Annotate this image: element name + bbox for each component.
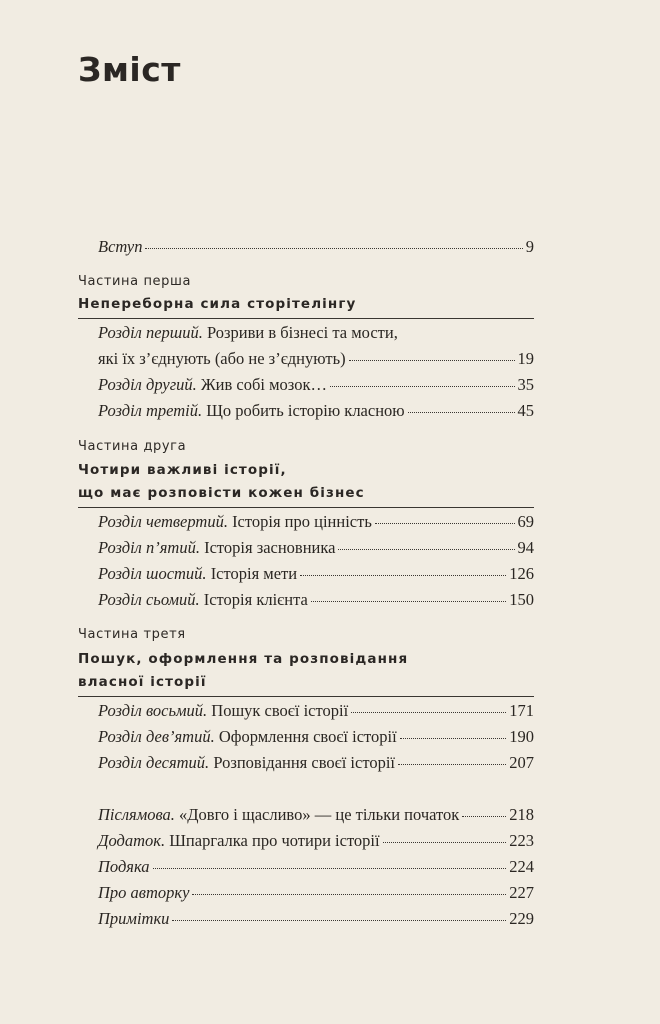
toc-entry-chapter-5[interactable] — [98, 538, 534, 558]
toc-entry-chapter-8[interactable] — [98, 701, 534, 721]
page-number: 45 — [517, 401, 534, 420]
toc-entry-notes[interactable] — [98, 909, 534, 929]
page-number: 224 — [509, 857, 534, 876]
page-number: 223 — [509, 831, 534, 850]
entry-title: Жив собі мозок… — [200, 375, 327, 394]
entry-title: Історія засновника — [204, 538, 336, 557]
toc-entry-chapter-7[interactable] — [98, 590, 534, 610]
dot-leader — [330, 385, 515, 387]
dot-leader — [400, 737, 507, 739]
dot-leader — [408, 411, 515, 413]
toc-entry-chapter-4[interactable] — [98, 512, 534, 532]
entry-label: Вступ — [98, 237, 143, 256]
page-number: 150 — [509, 590, 534, 609]
dot-leader — [375, 522, 515, 524]
entry-title: Історія клієнта — [203, 590, 308, 609]
dot-leader — [398, 763, 506, 765]
dot-leader — [349, 359, 515, 361]
entry-title: Розповідання своєї історії — [213, 753, 396, 772]
dot-leader — [351, 711, 506, 713]
entry-title: Шпаргалка про чотири історії — [169, 831, 380, 850]
toc-entry-chapter-2[interactable] — [98, 375, 534, 395]
entry-label: Розділ дев’ятий. — [98, 727, 215, 746]
entry-label: Післямова. — [98, 805, 175, 824]
part-divider — [78, 507, 534, 508]
part-title: Непереборна сила сторітелінгу — [78, 296, 357, 312]
dot-leader — [153, 867, 507, 869]
part-title: Чотири важливі історії, — [78, 462, 287, 478]
part-divider — [78, 318, 534, 319]
part-title: власної історії — [78, 674, 207, 690]
part-title: що має розповісти кожен бізнес — [78, 485, 365, 501]
entry-label: Розділ восьмий. — [98, 701, 208, 720]
entry-label: Розділ сьомий. — [98, 590, 200, 609]
dot-leader — [145, 247, 522, 249]
toc-entry-chapter-9[interactable] — [98, 727, 534, 747]
entry-label: Розділ четвертий. — [98, 512, 228, 531]
toc-entry-intro[interactable] — [98, 237, 534, 257]
entry-label: Розділ другий. — [98, 375, 197, 394]
entry-title: Оформлення своєї історії — [218, 727, 397, 746]
toc-entry-chapter-10[interactable] — [98, 753, 534, 773]
part-title: Пошук, оформлення та розповідання — [78, 651, 409, 667]
toc-entry-appendix[interactable] — [98, 831, 534, 851]
entry-label: Розділ п’ятий. — [98, 538, 200, 557]
toc-entry-acknowledgements[interactable] — [98, 857, 534, 877]
dot-leader — [462, 815, 506, 817]
page-number: 35 — [517, 375, 534, 394]
part-label: Частина перша — [78, 274, 192, 289]
page-number: 190 — [509, 727, 534, 746]
toc-entry-chapter-1-line1[interactable] — [98, 323, 534, 343]
entry-label: Примітки — [98, 909, 170, 928]
page-number: 69 — [517, 512, 534, 531]
dot-leader — [192, 893, 506, 895]
entry-title: Пошук своєї історії — [211, 701, 349, 720]
dot-leader — [383, 841, 507, 843]
entry-label: Розділ десятий. — [98, 753, 210, 772]
part-divider — [78, 696, 534, 697]
page-title: Зміст — [78, 50, 181, 89]
toc-entry-afterword[interactable] — [98, 805, 534, 825]
page-number: 126 — [509, 564, 534, 583]
entry-label: Розділ шостий. — [98, 564, 207, 583]
page-number: 94 — [517, 538, 534, 557]
part-label: Частина третя — [78, 627, 186, 642]
page-number: 227 — [509, 883, 534, 902]
part-label: Частина друга — [78, 439, 187, 454]
dot-leader — [338, 548, 514, 550]
page-number: 218 — [509, 805, 534, 824]
entry-title: Історія про цінність — [232, 512, 372, 531]
page-number: 229 — [509, 909, 534, 928]
toc-entry-about-author[interactable] — [98, 883, 534, 903]
entry-label: Додаток. — [98, 831, 166, 850]
page-number: 207 — [509, 753, 534, 772]
dot-leader — [311, 600, 506, 602]
entry-label: Про авторку — [98, 883, 190, 902]
entry-label: Розділ перший. — [98, 323, 203, 342]
page-number: 9 — [525, 237, 534, 256]
page-number: 171 — [509, 701, 534, 720]
entry-label: Розділ третій. — [98, 401, 203, 420]
entry-title: «Довго і щасливо» — це тільки початок — [179, 805, 460, 824]
dot-leader — [300, 574, 506, 576]
dot-leader — [172, 919, 506, 921]
toc-entry-chapter-3[interactable] — [98, 401, 534, 421]
entry-label: Подяка — [98, 857, 150, 876]
entry-title: які їх з’єднують (або не з’єднують) — [98, 349, 346, 368]
toc-entry-chapter-6[interactable] — [98, 564, 534, 584]
entry-title: Розриви в бізнесі та мости, — [207, 323, 398, 342]
entry-title: Що робить історію класною — [206, 401, 405, 420]
toc-entry-chapter-1[interactable] — [98, 349, 534, 369]
page-number: 19 — [517, 349, 534, 368]
entry-title: Історія мети — [210, 564, 298, 583]
